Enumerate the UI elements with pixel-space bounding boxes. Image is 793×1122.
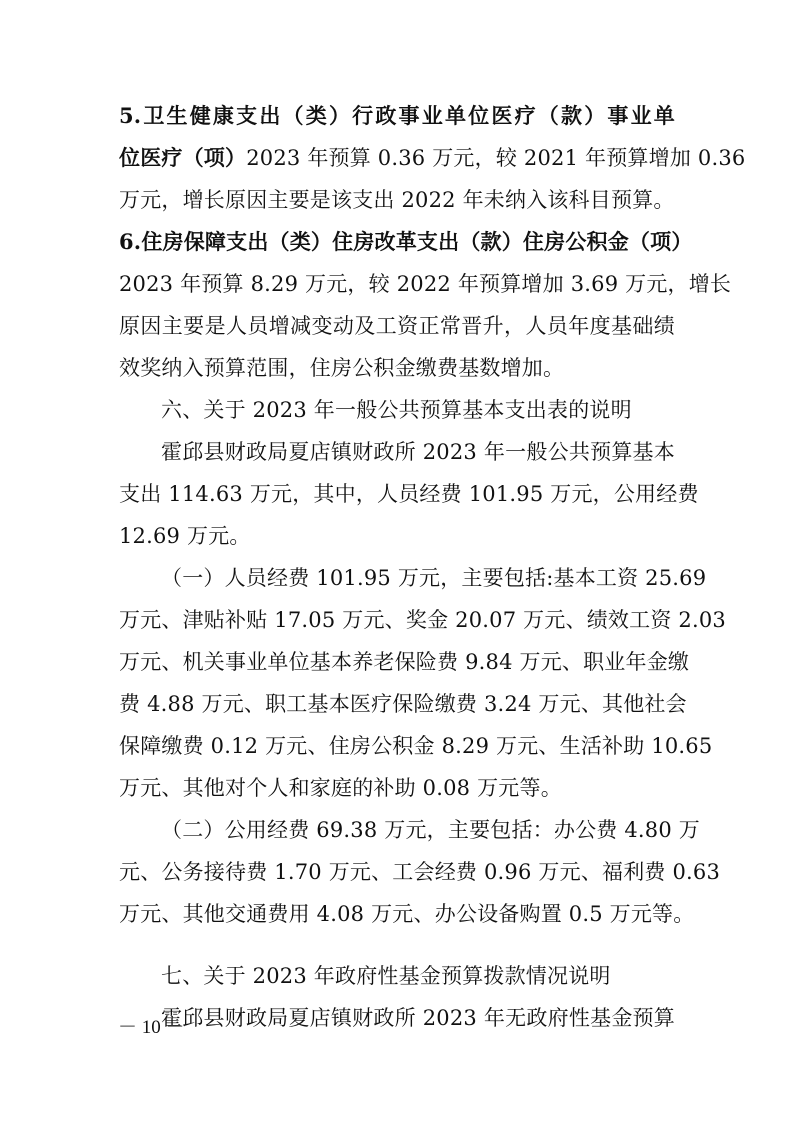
body-line: 12.69 万元。: [119, 524, 251, 548]
body-line: 效奖纳入预算范围，住房公积金缴费基数增加。: [119, 356, 565, 380]
body-line: 费 4.88 万元、职工基本医疗保险缴费 3.24 万元、其他社会: [119, 692, 687, 716]
body-line: 2023 年预算 8.29 万元，较 2022 年预算增加 3.69 万元，增长: [119, 272, 732, 296]
section-heading: 六、关于 2023 年一般公共预算基本支出表的说明: [161, 398, 632, 422]
body-line: （一）人员经费 101.95 万元，主要包括:基本工资 25.69: [161, 566, 707, 590]
body-line: 万元、其他交通费用 4.08 万元、办公设备购置 0.5 万元等。: [119, 902, 695, 926]
body-line: 万元、津贴补贴 17.05 万元、奖金 20.07 万元、绩效工资 2.03: [119, 608, 726, 632]
body-line: 霍邱县财政局夏店镇财政所 2023 年无政府性基金预算: [161, 1006, 675, 1030]
page-number: － 10 －: [118, 1017, 185, 1038]
body-line: 万元，增长原因主要是该支出 2022 年未纳入该科目预算。: [119, 188, 675, 212]
body-line: 5.卫生健康支出（类）行政事业单位医疗（款）事业单: [119, 103, 675, 128]
body-line: 万元、机关事业单位基本养老保险费 9.84 万元、职业年金缴: [119, 650, 690, 674]
body-text-fragment: 2023 年预算 0.36 万元，较 2021 年预算增加 0.36: [246, 146, 746, 170]
section-heading: 七、关于 2023 年政府性基金预算拨款情况说明: [161, 964, 611, 988]
body-line: [119, 138, 746, 178]
body-line: （二）公用经费 69.38 万元，主要包括：办公费 4.80 万: [161, 818, 700, 842]
body-line: 元、公务接待费 1.70 万元、工会经费 0.96 万元、福利费 0.63: [119, 860, 721, 884]
body-line: 万元、其他对个人和家庭的补助 0.08 万元等。: [119, 776, 562, 800]
body-line: 原因主要是人员增减变动及工资正常晋升，人员年度基础绩: [119, 314, 675, 338]
body-line: 保障缴费 0.12 万元、住房公积金 8.29 万元、生活补助 10.65: [119, 734, 713, 758]
body-line: 6.住房保障支出（类）住房改革支出（款）住房公积金（项）: [119, 229, 693, 254]
body-line: 霍邱县财政局夏店镇财政所 2023 年一般公共预算基本: [161, 440, 675, 464]
bold-heading-fragment: 位医疗（项）: [119, 145, 247, 170]
body-line: 支出 114.63 万元，其中，人员经费 101.95 万元，公用经费: [119, 482, 699, 506]
